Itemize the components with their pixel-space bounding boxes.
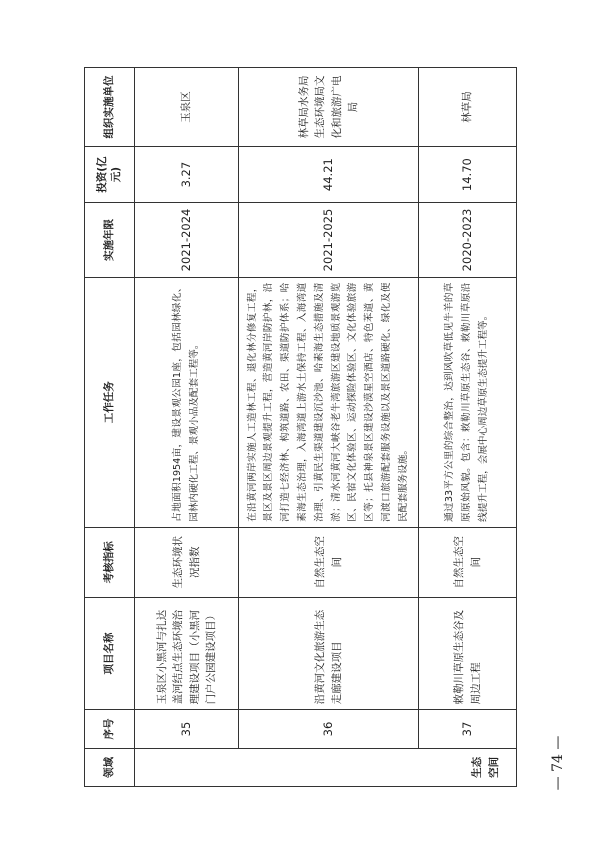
table-row	[239, 68, 419, 787]
table-row	[135, 68, 239, 787]
header-task: 工作任务	[85, 277, 135, 527]
header-period: 实施年限	[85, 203, 135, 277]
row-task: 通过33平方公里的综合整治，达到风吹草低见牛羊的草原原始风貌。包含：敕勒川草原生态谷、敕勒川草原沿线提升工程，会展中心周边草原生态提升工程等。	[419, 277, 517, 527]
row-no: 35	[135, 710, 239, 748]
row-period: 2020-2023	[419, 203, 517, 277]
row-org: 林草局	[419, 68, 517, 147]
row-invest: 3.27	[135, 146, 239, 202]
header-indicator: 考核指标	[85, 527, 135, 597]
row-org: 玉泉区	[135, 68, 239, 147]
row-name: 沿黄河文化旅游生态走廊建设项目	[239, 597, 419, 710]
row-indicator: 自然生态空间	[419, 527, 517, 597]
row-no: 37	[419, 710, 517, 748]
row-period: 2021-2025	[239, 203, 419, 277]
row-org: 林草局水务局生态环境局文化和旅游广电局	[239, 68, 419, 147]
domain-cell: 生态空间	[135, 748, 517, 786]
rotated-table-wrapper	[84, 67, 516, 787]
header-invest: 投资(亿元)	[85, 146, 135, 202]
row-indicator: 生态环境状况指数	[135, 527, 239, 597]
row-invest: 14.70	[419, 146, 517, 202]
project-table	[84, 67, 517, 787]
row-name: 玉泉区小黑河与扎达盖河结点生态环境治理建设项目（小黑河门户公园建设项目）	[135, 597, 239, 710]
row-period: 2021-2024	[135, 203, 239, 277]
row-task: 在沿黄河两岸实施人工造林工程、退化林分修复工程，景区及景区周边景观提升工程，营造黄河岸防护林，沿河打造七经济林、构筑道路、农田、渠道防护体系；哈素海生态治理，入海湾道上游水土保持工程、入海湾道治理、引黄民生渠道建设沉沙池、哈素海生态措施及清淤；清水河黄河大峡谷老牛湾旅游区建设地质景观游览区、民宿文化体验区、运动探险体验区、文化体验旅游区等；托县神泉景区建设沙漠星空酒店、特色苯道、黄河渡口旅游配套服务设施以及景区道路硬化、绿化及便民配套服务设施。	[239, 277, 419, 527]
row-no: 36	[239, 710, 419, 748]
header-org: 组织实施单位	[85, 68, 135, 147]
row-indicator: 自然生态空间	[239, 527, 419, 597]
row-invest: 44.21	[239, 146, 419, 202]
table-header-row	[85, 68, 135, 787]
header-name: 项目名称	[85, 597, 135, 710]
row-name: 敕勒川草原生态谷及周边工程	[419, 597, 517, 710]
header-no: 序号	[85, 710, 135, 748]
header-domain: 领域	[85, 748, 135, 786]
row-task: 占地面积1954亩，建设景观公园1座，包括园林绿化、园林内硬化工程、景观小品及配套工程等。	[135, 277, 239, 527]
page-number-container	[538, 700, 578, 840]
table-row	[419, 68, 517, 787]
page-number: — 74 —	[550, 735, 566, 791]
